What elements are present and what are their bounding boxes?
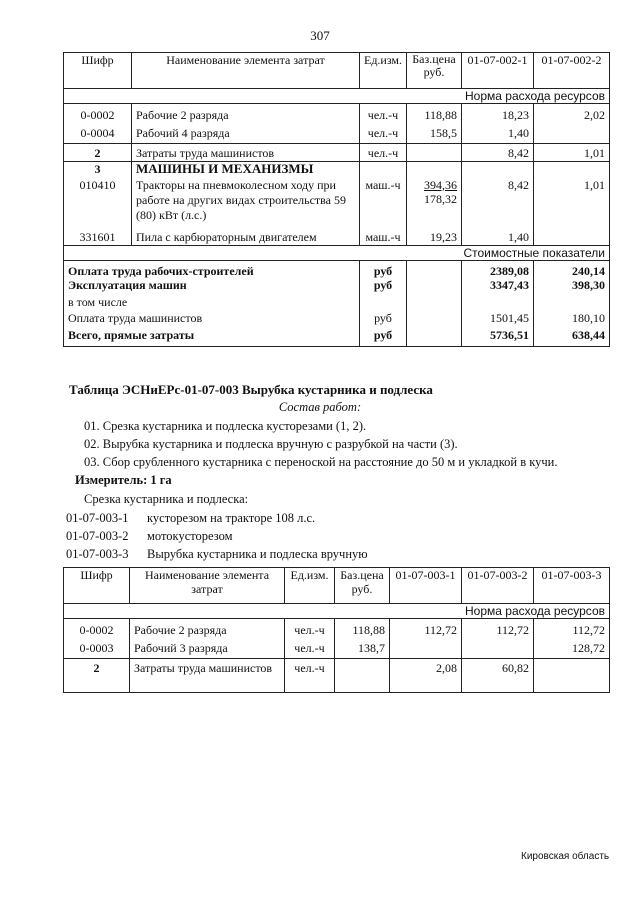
- work-item-3: 03. Сбор срубленного кустарника с переноской на расстояние до 50 м и укладкой в кучи.: [84, 455, 558, 469]
- row-code: 3: [64, 162, 132, 178]
- cost-label: Стоимостные показатели: [64, 246, 610, 261]
- row-unit: чел.-ч: [285, 641, 335, 659]
- header-price: Баз.цена руб.: [335, 568, 390, 604]
- row-code: 0-0004: [64, 126, 132, 144]
- row-price-secondary: 178,32: [424, 191, 457, 206]
- cost-value-1: 1501,45: [462, 311, 534, 328]
- row-code: 2: [64, 659, 130, 693]
- cost-unit: руб: [360, 261, 407, 279]
- row-unit: чел.-ч: [285, 659, 335, 693]
- table-row: [64, 126, 610, 144]
- header-col-1: 01-07-003-1: [390, 568, 462, 604]
- resource-table-2: [63, 567, 610, 693]
- row-unit: маш.-ч: [360, 228, 407, 246]
- cost-value-1: 2389,08: [462, 261, 534, 279]
- cost-value-2: 180,10: [534, 311, 610, 328]
- cost-row: [64, 278, 610, 295]
- row-name: Затраты труда машинистов: [132, 144, 360, 162]
- row-value-1: 18,23: [462, 108, 534, 126]
- header-col-2: 01-07-003-2: [462, 568, 534, 604]
- item-code: 01-07-003-1: [66, 511, 129, 525]
- cost-row: [64, 295, 610, 311]
- row-price: [335, 659, 390, 693]
- row-unit: чел.-ч: [285, 623, 335, 641]
- table-row: [64, 659, 610, 693]
- row-price: 118,88: [407, 108, 462, 126]
- cost-row: [64, 311, 610, 328]
- cost-name: Эксплуатация машин: [64, 278, 360, 295]
- table-row: [64, 228, 610, 246]
- row-value-2: 112,72: [462, 623, 534, 641]
- resource-table-1: [63, 52, 610, 347]
- norm-label: Норма расхода ресурсов: [64, 604, 610, 619]
- header-name: Наименование элемента затрат: [130, 568, 285, 604]
- row-unit: чел.-ч: [360, 126, 407, 144]
- row-price: 394,36: [424, 177, 457, 192]
- table-row: [64, 108, 610, 126]
- row-unit: маш.-ч: [360, 178, 407, 228]
- work-item-2: 02. Вырубка кустарника и подлеска вручную с разрубкой на части (3).: [84, 437, 458, 451]
- item-code: 01-07-003-3: [66, 547, 129, 561]
- row-value-1: 1,40: [462, 126, 534, 144]
- cost-unit: руб: [360, 328, 407, 346]
- intro-text: Срезка кустарника и подлеска:: [84, 492, 249, 506]
- table-row: [64, 641, 610, 659]
- header-unit: Ед.изм.: [360, 53, 407, 89]
- row-value-2: [462, 641, 534, 659]
- section-heading: МАШИНЫ И МЕХАНИЗМЫ: [132, 162, 360, 178]
- item-text: мотокусторезом: [147, 529, 233, 543]
- meter-label: Измеритель: 1 га: [75, 473, 172, 487]
- table-row: [64, 623, 610, 641]
- row-price: 118,88: [335, 623, 390, 641]
- row-value-2: [534, 228, 610, 246]
- row-price: 158,5: [407, 126, 462, 144]
- cost-unit: руб: [360, 311, 407, 328]
- row-value-1: 8,42: [462, 144, 534, 162]
- row-unit: чел.-ч: [360, 144, 407, 162]
- row-value-1: 2,08: [390, 659, 462, 693]
- cost-name: Оплата труда машинистов: [64, 311, 360, 328]
- cost-value-1: 5736,51: [462, 328, 534, 346]
- row-name: Рабочие 2 разряда: [132, 108, 360, 126]
- row-value-1: 8,42: [462, 178, 534, 228]
- row-unit: чел.-ч: [360, 108, 407, 126]
- row-price: [407, 144, 462, 162]
- row-value-1: [390, 641, 462, 659]
- cost-value-2: 638,44: [534, 328, 610, 346]
- cost-unit: руб: [360, 278, 407, 295]
- row-value-3: 128,72: [534, 641, 610, 659]
- header-name: Наименование элемента затрат: [132, 53, 360, 89]
- row-name: Пила с карбюраторным двигателем: [132, 228, 360, 246]
- row-name: Рабочий 3 разряда: [130, 641, 285, 659]
- header-col-1: 01-07-002-1: [462, 53, 534, 89]
- row-code: 0-0002: [64, 623, 130, 641]
- item-code: 01-07-003-2: [66, 529, 129, 543]
- row-value-2: 1,01: [534, 178, 610, 228]
- row-name: Рабочие 2 разряда: [130, 623, 285, 641]
- header-col-3: 01-07-003-3: [534, 568, 610, 604]
- row-value-2: 1,01: [534, 144, 610, 162]
- header-code: Шифр: [64, 568, 130, 604]
- row-code: 2: [64, 144, 132, 162]
- row-code: 0-0002: [64, 108, 132, 126]
- item-text: кусторезом на тракторе 108 л.с.: [147, 511, 316, 525]
- row-code: 010410: [64, 178, 132, 228]
- row-price-cell: [407, 178, 462, 228]
- cost-row: [64, 261, 610, 279]
- table-row: [64, 162, 610, 178]
- cost-name: Оплата труда рабочих-строителей: [64, 261, 360, 279]
- page-number: 307: [310, 28, 330, 43]
- header-unit: Ед.изм.: [285, 568, 335, 604]
- row-name: Затраты труда машинистов: [130, 659, 285, 693]
- cost-row: [64, 328, 610, 346]
- row-value-2: 60,82: [462, 659, 534, 693]
- cost-value-1: 3347,43: [462, 278, 534, 295]
- table-row: [64, 144, 610, 162]
- cost-name: в том числе: [64, 295, 360, 311]
- header-code: Шифр: [64, 53, 132, 89]
- row-value-2: 2,02: [534, 108, 610, 126]
- table-row: [64, 178, 610, 228]
- item-text: Вырубка кустарника и подлеска вручную: [147, 547, 368, 561]
- cost-value-2: 240,14: [534, 261, 610, 279]
- row-value-3: [534, 659, 610, 693]
- row-value-2: [534, 126, 610, 144]
- row-price: 138,7: [335, 641, 390, 659]
- cost-value-2: 398,30: [534, 278, 610, 295]
- section-title: Таблица ЭСНиЕРс-01-07-003 Вырубка кустарника и подлеска: [69, 382, 433, 397]
- composition-title: Состав работ:: [278, 400, 362, 414]
- row-code: 0-0003: [64, 641, 130, 659]
- row-value-1: 1,40: [462, 228, 534, 246]
- row-code: 331601: [64, 228, 132, 246]
- work-item-1: 01. Срезка кустарника и подлеска кусторезами (1, 2).: [84, 419, 367, 433]
- row-value-1: 112,72: [390, 623, 462, 641]
- header-col-2: 01-07-002-2: [534, 53, 610, 89]
- footer-region: Кировская область: [521, 851, 610, 862]
- row-price: 19,23: [407, 228, 462, 246]
- header-price: Баз.цена руб.: [407, 53, 462, 89]
- cost-name: Всего, прямые затраты: [64, 328, 360, 346]
- row-value-3: 112,72: [534, 623, 610, 641]
- norm-label: Норма расхода ресурсов: [64, 89, 610, 104]
- row-name: Рабочий 4 разряда: [132, 126, 360, 144]
- row-name: Тракторы на пневмоколесном ходу при работе на других видах строительства 59 (80) кВт (л.с.): [132, 178, 360, 228]
